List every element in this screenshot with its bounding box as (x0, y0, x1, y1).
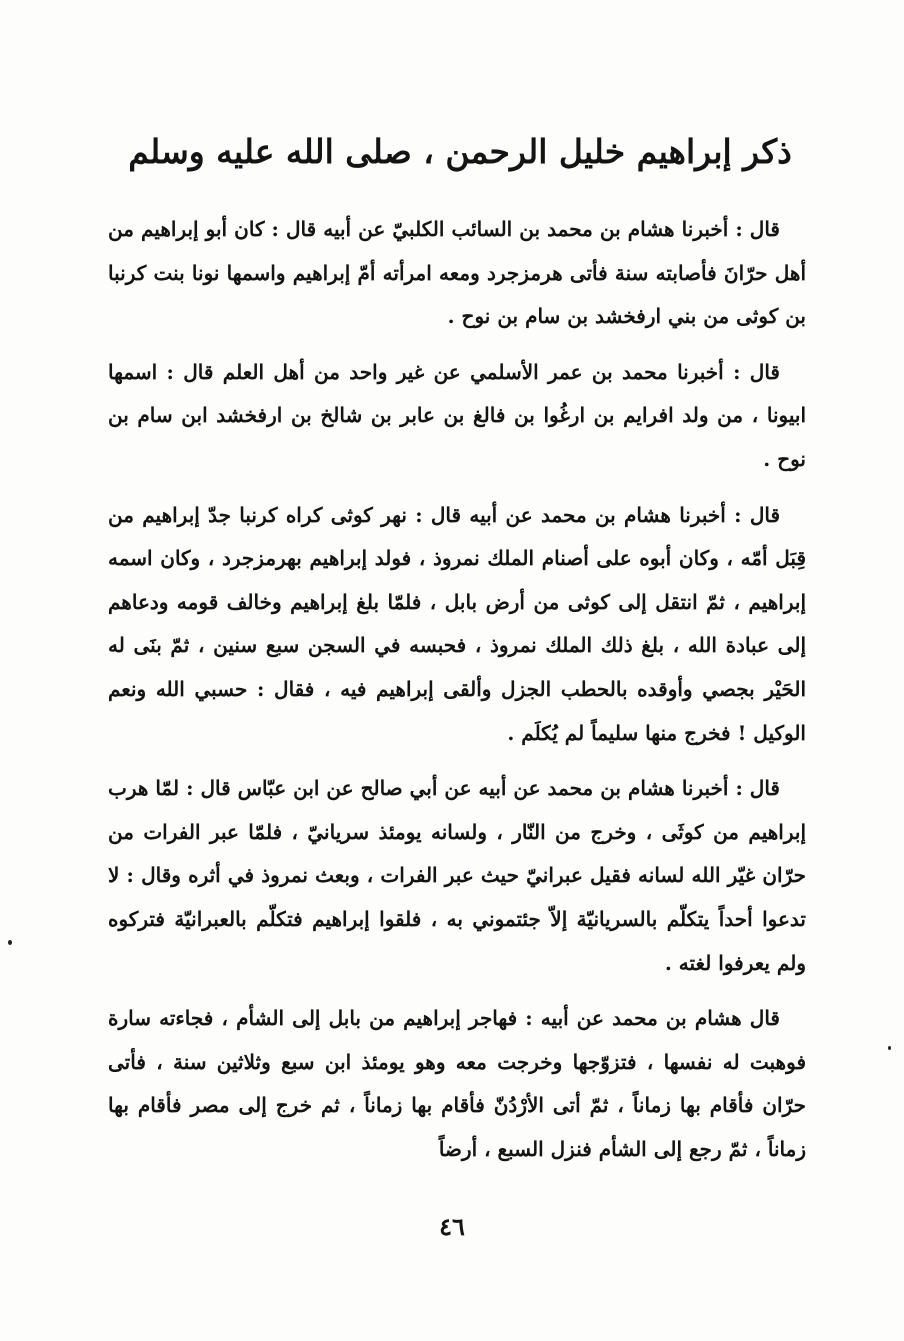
chapter-title: ذكر إبراهيم خليل الرحمن ، صلى الله عليه وسلم (128, 132, 792, 171)
text-body (108, 208, 806, 1171)
paragraph-4: قال : أخبرنا هشام بن محمد عن أبيه عن أبي صالح عن ابن عبّاس قال : لمّا هرب إبراهيم من كوثَى ، وخرج من النّار ، ولسانه يومئذ سريانيّ ، فلمّا عبر الفرات من حرّان غيّر الله لسانه فقيل عبرانيّ حيث عبر الفرات ، وبعث نمروذ في أثره وقال : لا تدعوا أحداً يتكلّم بالسريانيّة إلاّ جئتموني به ، فلقوا إبراهيم فتكلّم بالعبرانيّة فتركوه ولم يعرفوا لغته . (108, 776, 806, 975)
paragraph-1: قال : أخبرنا هشام بن محمد بن السائب الكلبيّ عن أبيه قال : كان أبو إبراهيم من أهل حرّانَ فأصابته سنة فأتى هرمزجرد ومعه امرأته أمّ إبراهيم واسمها نونا بنت كرنبا بن كوثى من بني ارفخشد بن سام بن نوح . (108, 217, 807, 329)
paragraph-2: قال : أخبرنا محمد بن عمر الأسلمي عن غير واحد من أهل العلم قال : اسمها ابيونا ، من ولد افرايم بن ارغُوا بن فالغ بن عابر بن شالخ بن ارفخشد ابن سام بن نوح . (108, 359, 806, 471)
paragraph-3: قال : أخبرنا هشام بن محمد عن أبيه قال : نهر كوثى كراه كرنبا جدّ إبراهيم من قِبَل أمّه ، وكان أبوه على أصنام الملك نمروذ ، فولد إبراهيم بهرمزجرد ، وكان اسمه إبراهيم ، ثمّ انتقل إلى كوثى من أرض بابل ، فلمّا بلغ إبراهيم وخالف قومه ودعاهم إلى عبادة الله ، بلغ ذلك الملك نمروذ ، فحبسه في السجن سبع سنين ، ثمّ بنَى له الحَيْر بجصي وأوقده بالحطب الجزل وألقى إبراهيم فيه ، فقال : حسبي الله ونعم الوكيل ! فخرج منها سليماً لم يُكلَم . (108, 502, 806, 745)
scan-speck (888, 1046, 891, 1050)
paragraph-5: قال هشام بن محمد عن أبيه : فهاجر إبراهيم من بابل إلى الشأم ، فجاءته سارة فوهبت له نفسها ، فتزوّجها وخرجت معه وهو يومئذ ابن سبع وثلاثين سنة ، فأتى حرّان فأقام بها زماناً ، ثمّ أتى الأرْدُنّ فأقام بها زماناً ، ثم خرج إلى مصر فأقام بها زماناً ، ثمّ رجع إلى الشأم فنزل السبع ، أرضاً (108, 1006, 806, 1161)
scan-speck (8, 940, 12, 945)
page-number: ٤٦ (439, 1212, 465, 1241)
